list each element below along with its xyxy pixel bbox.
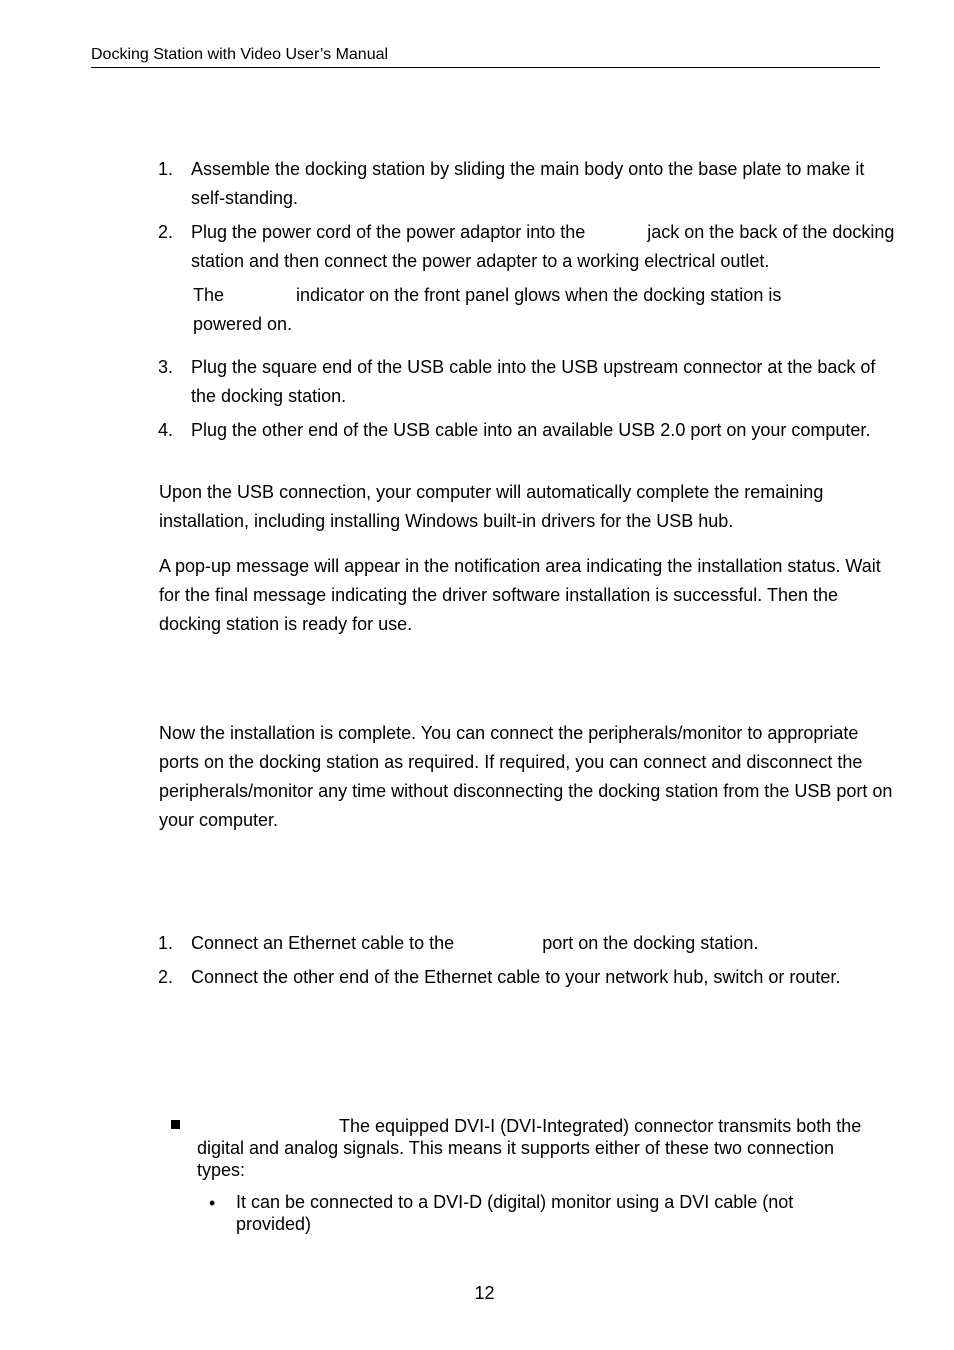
dvi-description: The equipped DVI-I (DVI-Integrated) connector transmits both the digital and analog signals. This means it supports either of these two connection types: <box>197 1116 862 1180</box>
step-text: Connect the other end of the Ethernet cable to your network hub, switch or router. <box>191 967 841 987</box>
step-text-part-a: Plug the power cord of the power adaptor into the <box>191 222 586 242</box>
step-text: Plug the other end of the USB cable into an available USB 2.0 port on your computer. <box>191 420 871 440</box>
step-number: 1. <box>158 933 174 953</box>
running-header: Docking Station with Video User’s Manual <box>91 45 880 68</box>
step-number: 4. <box>158 420 174 440</box>
note-part-a: The <box>193 285 225 305</box>
install-step-3 <box>158 353 898 411</box>
step-text-part-b: port on the docking station. <box>542 933 759 953</box>
step-text <box>191 218 898 276</box>
network-step-1 <box>158 929 898 958</box>
square-bullet-icon <box>171 1120 180 1129</box>
step-number: 1. <box>158 159 174 179</box>
step-number: 3. <box>158 357 174 377</box>
installation-complete-paragraph: Now the installation is complete. You can connect the peripherals/monitor to appropriate ports on the docking station as required. If required, you can connect and disconnect the peripherals/monitor any time without disconnecting the docking station from the USB port on your computer. <box>159 723 893 830</box>
step-number: 2. <box>158 967 174 987</box>
step-text: Plug the square end of the USB cable into the USB upstream connector at the back of the docking station. <box>191 357 876 406</box>
dvi-bullet-text <box>197 1115 887 1181</box>
install-step-4 <box>158 416 898 445</box>
step-text-part-b: jack on the back of the docking station and then connect the power adapter to a working electrical outlet. <box>191 222 895 271</box>
usb-connection-paragraph: Upon the USB connection, your computer will automatically complete the remaining installation, including installing Windows built-in drivers for the USB hub. <box>159 482 824 531</box>
page-number: 12 <box>474 1283 495 1303</box>
indicator-note <box>193 281 853 339</box>
popup-paragraph: A pop-up message will appear in the notification area indicating the installation status. Wait for the final message indicating the driver software installation is successful. Then the docking station is ready for use. <box>159 556 881 634</box>
step-text-part-a: Connect an Ethernet cable to the <box>191 933 455 953</box>
round-bullet-icon: • <box>209 1193 216 1213</box>
network-step-2 <box>158 963 898 992</box>
step-text: Assemble the docking station by sliding the main body onto the base plate to make it self-standing. <box>191 159 865 208</box>
install-step-1 <box>158 155 898 213</box>
step-number: 2. <box>158 222 174 242</box>
note-part-b: indicator on the front panel glows when the docking station is powered on. <box>193 285 782 334</box>
install-step-2 <box>158 218 898 276</box>
step-text <box>191 929 898 958</box>
dvi-sub-item: It can be connected to a DVI-D (digital) monitor using a DVI cable (not provided) <box>236 1192 794 1234</box>
